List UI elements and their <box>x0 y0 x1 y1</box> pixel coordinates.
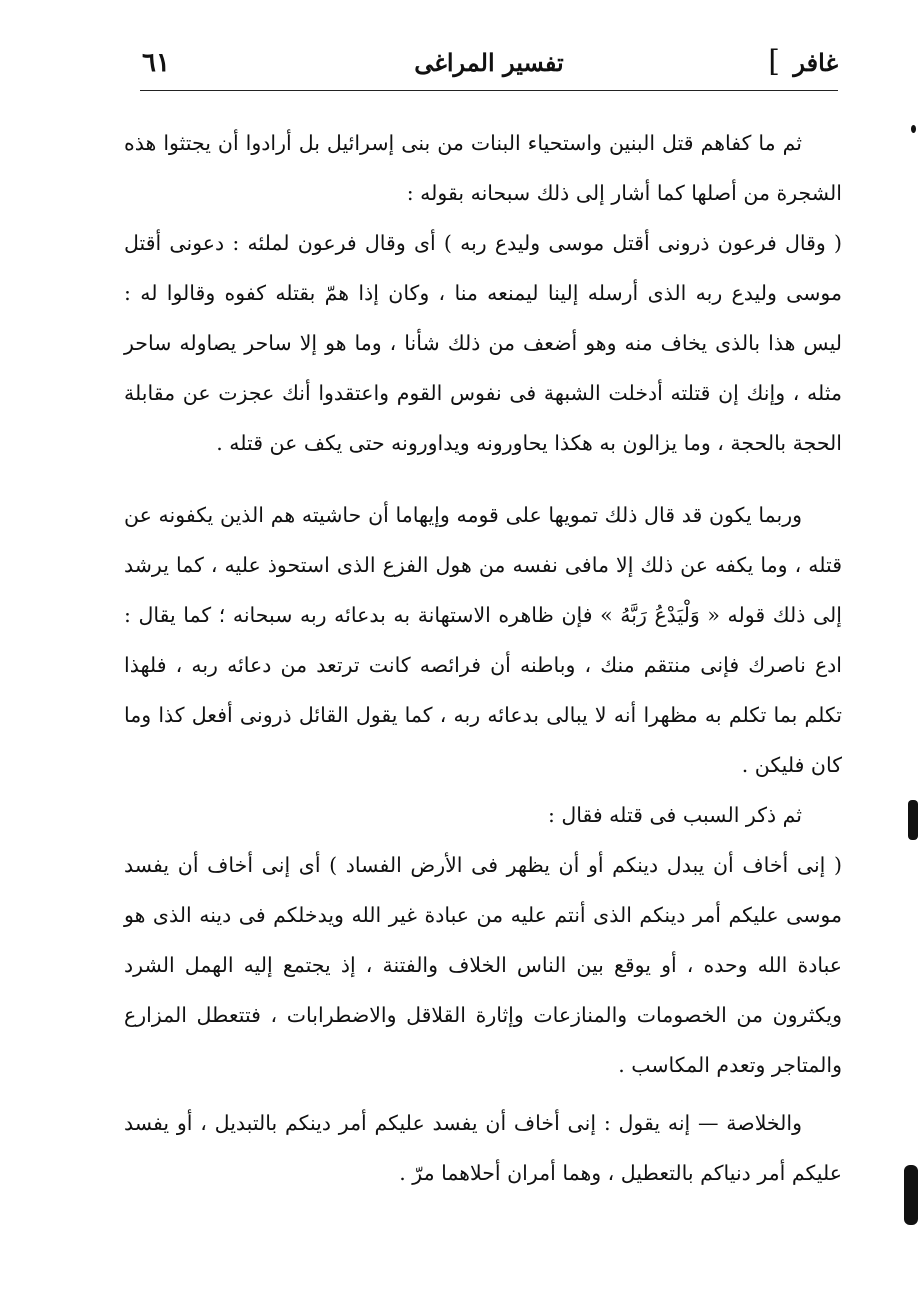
page-header <box>140 46 838 86</box>
page-body <box>124 118 842 1198</box>
page-number: ٦١ <box>142 48 170 78</box>
scan-speck <box>908 800 918 840</box>
paragraph-verse-fear: ( إنى أخاف أن يبدل دينكم أو أن يظهر فى الأرض الفساد ) أى إنى أخاف أن يفسد موسى عليكم أمر دينكم الذى أنتم عليه من عبادة غير الله ويدخلكم فى دينه الذى هو عبادة الله وحده ، أو يوقع بين الناس الخلاف والفتنة ، إذ يجتمع إليه الهمل الشرد ويكثرون من الخصومات والمنازعات وإثارة القلاقل والاضطرابات ، فتتعطل المزارع والمتاجر وتعدم المكاسب . <box>124 853 842 1077</box>
book-title: تفسير المراغى <box>414 48 564 77</box>
header-bracket: ] <box>768 44 780 79</box>
paragraph-transition: ثم ذكر السبب فى قتله فقال : <box>547 803 802 827</box>
paragraph-explanation: وربما يكون قد قال ذلك تمويها على قومه وإيهاما أن حاشيته هم الذين يكفونه عن قتله ، وما يكفه عن ذلك إلا مافى نفسه من هول الفزع الذى استحوذ عليه ، كما يرشد إلى ذلك قوله « وَلْيَدْعُ رَبَّهُ » فإن ظاهره الاستهانة به بدعائه ربه سبحانه ؛ كما يقال : ادع ناصرك فإنى منتقم منك ، وباطنه أن فرائصه كانت ترتعد من دعائه ربه ، فلهذا تكلم بما تكلم به مظهرا أنه لا يبالى بدعائه ربه ، كما يقول القائل ذرونى أفعل كذا وما كان فليكن . <box>124 503 842 777</box>
surah-name: غافر <box>793 48 838 77</box>
header-rule <box>140 90 838 91</box>
paragraph-intro: ثم ما كفاهم قتل البنين واستحياء البنات من بنى إسرائيل بل أرادوا أن يجتثوا هذه الشجرة من أصلها كما أشار إلى ذلك سبحانه بقوله : <box>124 131 842 205</box>
paragraph-summary: والخلاصة — إنه يقول : إنى أخاف أن يفسد عليكم أمر دينكم بالتبديل ، أو يفسد عليكم أمر دنياكم بالتعطيل ، وهما أمران أحلاهما مرّ . <box>124 1111 842 1185</box>
paragraph-verse-pharaoh: ( وقال فرعون ذرونى أقتل موسى وليدع ربه ) أى وقال فرعون لملئه : دعونى أقتل موسى وليدع ربه الذى أرسله إلينا ليمنعه منا ، وكان إذا همّ بقتله كفوه وقالوا له : ليس هذا بالذى يخاف منه وهو أضعف من ذلك شأنا ، وما هو إلا ساحر يصاوله ساحر مثله ، وإنك إن قتلته أدخلت الشبهة فى نفوس القوم واعتقدوا أنك عجزت عن مقابلة الحجة بالحجة ، وما يزالون به هكذا يحاورونه ويداورونه حتى يكف عن قتله . <box>124 231 842 455</box>
scan-speck <box>904 1165 918 1225</box>
scan-speck <box>911 125 916 133</box>
